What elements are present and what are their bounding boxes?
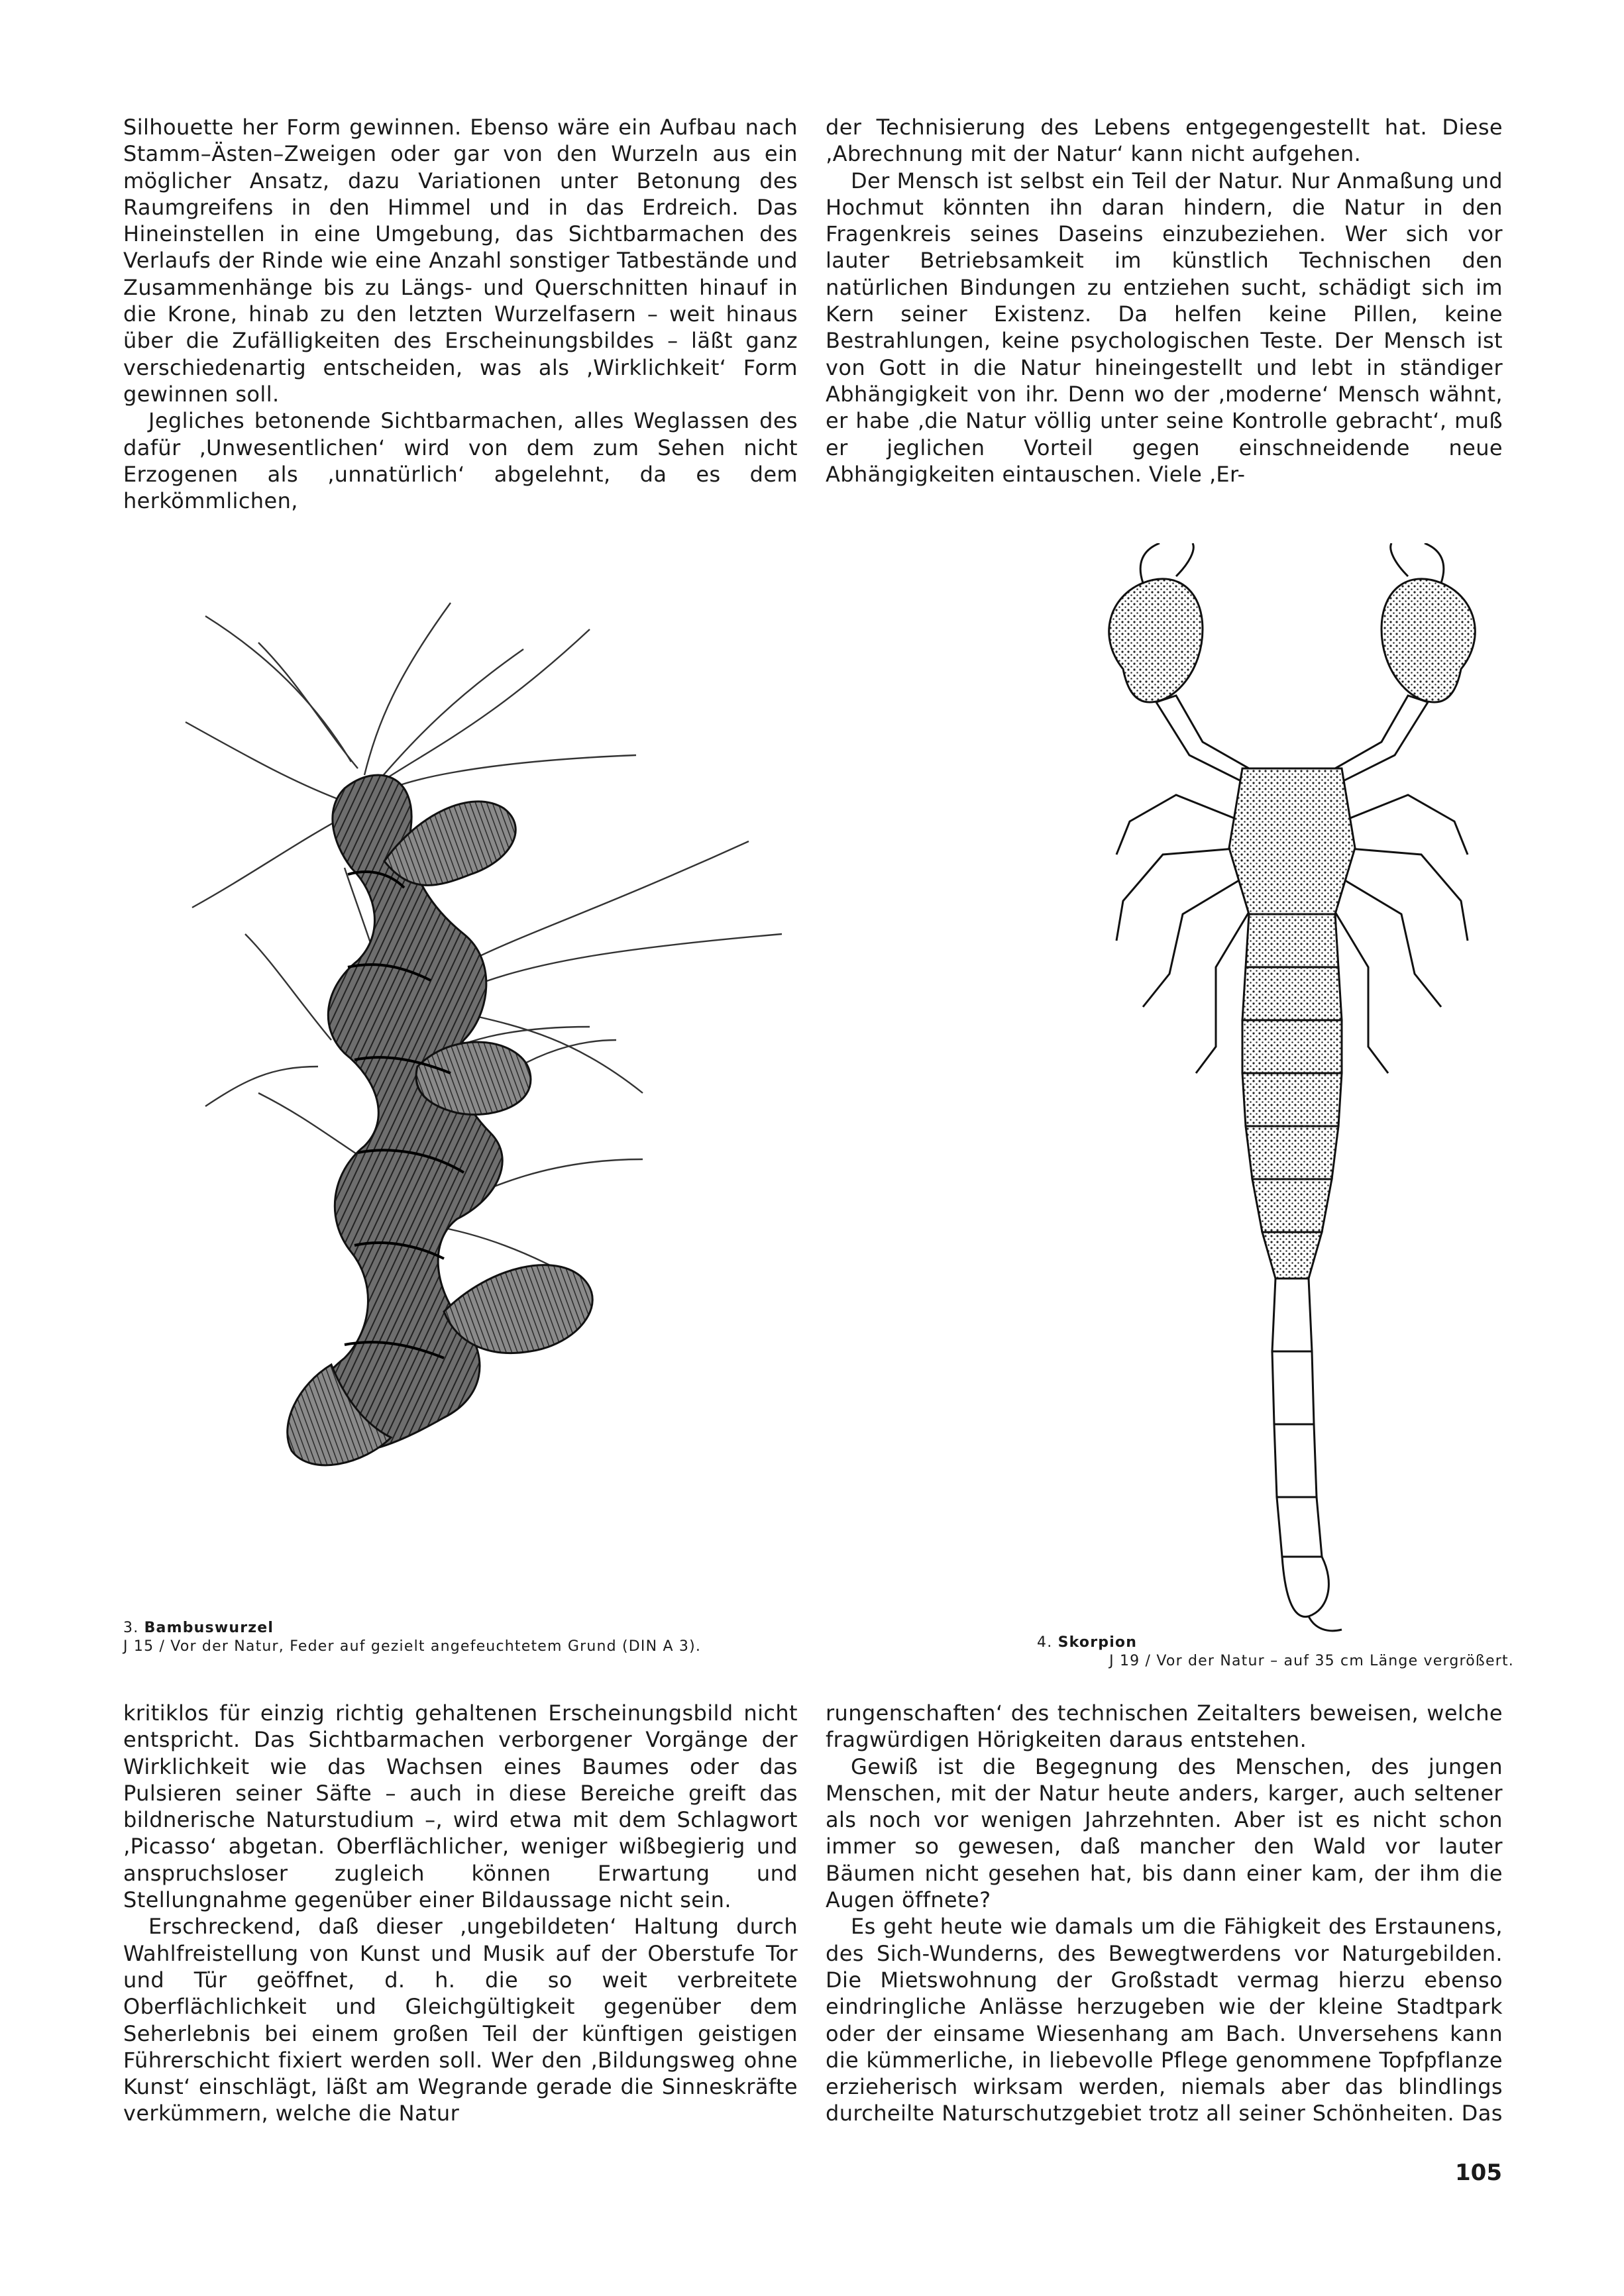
- page-number: 105: [1455, 2160, 1502, 2186]
- scorpion-carapace: [1229, 768, 1355, 914]
- figure-title: Bambuswurzel: [144, 1620, 274, 1636]
- root-body: [288, 775, 592, 1465]
- paragraph: Es geht heute wie damals um die Fähigkeit des Erstaunens, des Sich-Wunderns, des Bewegtwerdens vor Naturgebilden. Die Mietswohnung der Großstadt vermag hierzu ebenso eindringliche Anlässe herzugeben wie der kleine Stadtpark oder der einsame Wiesenhang am Bach. Unversehens kann die kümmerliche, in liebevolle Pflege genommene Topfpflanze erzieherisch wirksam werden, niemals aber das blindlings durcheilte Naturschutzgebiet trotz all seiner Schönheiten. Das: [826, 1914, 1503, 2126]
- paragraph: Gewiß ist die Begegnung des Menschen, des jungen Menschen, mit der Natur heute anders, karger, auch seltener als noch vor wenigen Jahrzehnten. Aber ist es nicht schon immer so gewesen, daß mancher den Wald vor lauter Bäumen nicht gesehen hat, bis dann einer kam, der ihm die Augen öffnete?: [826, 1753, 1503, 1913]
- scorpion-tail: [1272, 1278, 1342, 1631]
- figure-number: 4.: [1037, 1634, 1053, 1651]
- bamboo-root-drawing: [179, 563, 815, 1583]
- text-column-bottom-left: [123, 1700, 798, 2127]
- paragraph: der Technisierung des Lebens entgegengestellt hat. Diese ‚Abrechnung mit der Natur‘ kann nicht aufgehen.: [826, 115, 1503, 167]
- paragraph: Der Mensch ist selbst ein Teil der Natur. Nur Anmaßung und Hochmut könnten ihn daran hindern, die Natur in den Fragenkreis seines Daseins einzubeziehen. Wer sich vor lauter Betriebsamkeit im künstlich Technischen den natürlichen Bindungen zu entziehen sucht, schädigt sich im Kern seiner Existenz. Da helfen keine Pillen, keine Bestrahlungen, keine psychologischen Teste. Der Mensch ist von Gott in die Natur hineingestellt und lebt in ständiger Abhängigkeit von ihr. Denn wo der ‚moderne‘ Mensch wähnt, er habe ‚die Natur völlig unter seine Kontrolle gebracht‘, muß er jeglichen Vorteil gegen einschneidende neue Abhängigkeiten eintauschen. Viele ‚Er-: [826, 168, 1503, 487]
- bamboo-root-illustration: [179, 563, 815, 1583]
- scorpion-drawing: [1044, 543, 1541, 1636]
- paragraph: Jegliches betonende Sichtbarmachen, alles Weglassen des dafür ‚Unwesentlichen‘ wird von dem zum Sehen nicht Erzogenen als ‚unnatürlich‘ abgelehnt, da es dem herkömmlichen,: [123, 408, 798, 514]
- paragraph: Erschreckend, daß dieser ‚ungebildeten‘ Haltung durch Wahlfreistellung von Kunst und Musik auf der Oberstufe Tor und Tür geöffnet, d. h. die so weit verbreitete Oberflächlichkeit und Gleichgültigkeit gegenüber dem Seherlebnis bei einem großen Teil der künftigen geistigen Führerschicht fixiert werden soll. Wer den ‚Bildungsweg ohne Kunst‘ einschlägt, läßt am Wegrande gerade die Sinneskräfte verkümmern, welche die Natur: [123, 1914, 798, 2126]
- figure-title: Skorpion: [1057, 1634, 1138, 1651]
- text-column-bottom-right: [826, 1700, 1503, 2127]
- figure-detail: J 15 / Vor der Natur, Feder auf gezielt angefeuchtetem Grund (DIN A 3).: [123, 1638, 702, 1655]
- figure-4-caption: [1037, 1634, 1514, 1671]
- scorpion-abdomen: [1242, 914, 1342, 1278]
- figure-detail: J 19 / Vor der Natur – auf 35 cm Länge vergrößert.: [1109, 1653, 1514, 1669]
- paragraph: Silhouette her Form gewinnen. Ebenso wäre ein Aufbau nach Stamm–Ästen–Zweigen oder gar von den Wurzeln aus ein möglicher Ansatz, dazu Variationen unter Betonung des Raumgreifens in den Himmel und in das Erdreich. Das Hineinstellen in eine Umgebung, das Sichtbarmachen des Verlaufs der Rinde wie eine Anzahl sonstiger Tatbestände und Zusammenhänge bis zu Längs- und Querschnitten hinauf in die Krone, hinab zu den letzten Wurzelfasern – weit hinaus über die Zufälligkeiten des Erscheinungsbildes – läßt ganz verschiedenartig entscheiden, was als ‚Wirklichkeit‘ Form gewinnen soll.: [123, 115, 798, 407]
- text-column-top-right: [826, 114, 1503, 488]
- paragraph: kritiklos für einzig richtig gehaltenen Erscheinungsbild nicht entspricht. Das Sichtbarmachen verborgener Vorgänge der Wirklichkeit wie das Wachsen eines Baumes oder das Pulsieren seiner Säfte – auch in diese Bereiche greift das bildnerische Naturstudium –, wird etwa mit dem Schlagwort ‚Picasso‘ abgetan. Oberflächlicher, weniger wißbegierig und anspruchsloser zugleich können Erwartung und Stellungnahme gegenüber einer Bildaussage nicht sein.: [123, 1700, 798, 1913]
- scorpion-illustration: [1044, 543, 1541, 1636]
- text-column-top-left: [123, 114, 798, 514]
- paragraph: rungenschaften‘ des technischen Zeitalters beweisen, welche fragwürdigen Hörigkeiten daraus entstehen.: [826, 1700, 1503, 1753]
- figure-number: 3.: [123, 1620, 139, 1636]
- figure-3-caption: [123, 1619, 819, 1656]
- scorpion-pincers: [1109, 543, 1476, 702]
